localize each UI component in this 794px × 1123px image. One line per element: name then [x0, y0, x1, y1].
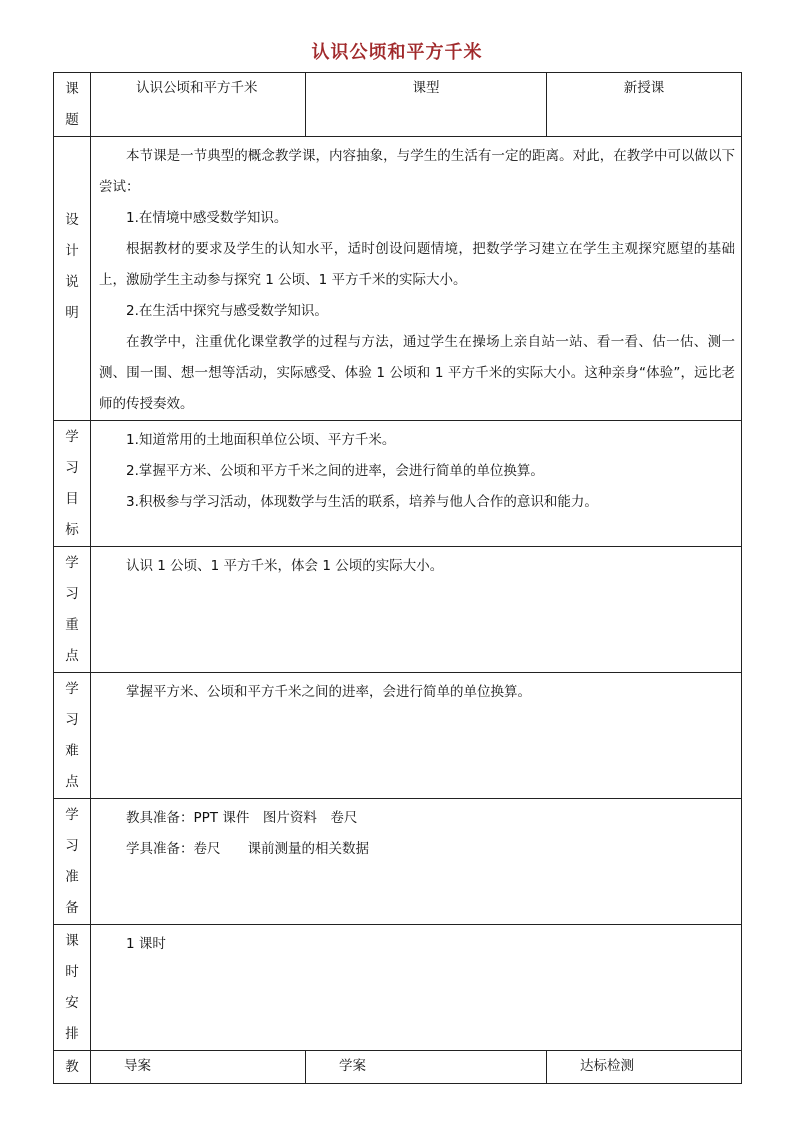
label-char: 标: [65, 522, 79, 538]
design-paragraph: 在教学中，注重优化课堂教学的过程与方法，通过学生在操场上亲自站一站、看一看、估一估、测一测、围一围、想一想等活动，实际感受、体验 1 公顷和 1 平方千米的实际大小。这种亲身“体验”，远比老师的传授奏效。: [99, 334, 735, 412]
key-points-content: [91, 547, 742, 673]
label-char: 题: [65, 112, 79, 128]
label-char: 点: [65, 648, 79, 664]
goal-item: 1.知道常用的土地面积单位公顷、平方千米。: [126, 432, 396, 448]
type-label: 课型: [306, 73, 547, 137]
goals-content: [91, 421, 742, 547]
teaching-label: [54, 1051, 91, 1084]
schedule-label: [54, 925, 91, 1051]
goals-row: [54, 421, 742, 547]
key-points-text: 认识 1 公顷、1 平方千米，体会 1 公顷的实际大小。: [126, 558, 444, 574]
study-plan-header: 学案: [306, 1051, 547, 1084]
label-char: 难: [65, 743, 79, 759]
label-char: 学: [65, 807, 79, 823]
label-char: 课: [65, 933, 79, 949]
teaching-row: [54, 1051, 742, 1084]
goal-item: 3.积极参与学习活动，体现数学与生活的联系，培养与他人合作的意识和能力。: [126, 494, 598, 510]
label-char: 时: [65, 964, 79, 980]
label-char: 计: [65, 243, 79, 259]
label-char: 重: [65, 617, 79, 633]
label-char: 说: [65, 274, 79, 290]
difficulties-text: 掌握平方米、公顷和平方千米之间的进率，会进行简单的单位换算。: [126, 684, 531, 700]
label-char: 教: [65, 1059, 79, 1075]
label-char: 安: [65, 995, 79, 1011]
schedule-content: [91, 925, 742, 1051]
label-char: 课: [65, 81, 79, 97]
preparation-row: [54, 799, 742, 925]
label-char: 目: [65, 491, 79, 507]
difficulties-row: [54, 673, 742, 799]
design-row: [54, 137, 742, 421]
label-char: 点: [65, 774, 79, 790]
goals-label: [54, 421, 91, 547]
header-row: [54, 73, 742, 137]
design-paragraph: 根据教材的要求及学生的认知水平，适时创设问题情境，把数学学习建立在学生主观探究愿望的基础上，激励学生主动参与探究 1 公顷、1 平方千米的实际大小。: [99, 241, 735, 288]
preparation-label: [54, 799, 91, 925]
label-char: 学: [65, 555, 79, 571]
design-content: [91, 137, 742, 421]
label-char: 学: [65, 681, 79, 697]
design-label: [54, 137, 91, 421]
goal-item: 2.掌握平方米、公顷和平方千米之间的进率，会进行简单的单位换算。: [126, 463, 544, 479]
design-paragraph: 本节课是一节典型的概念教学课，内容抽象，与学生的生活有一定的距离。对此，在教学中可以做以下尝试：: [99, 148, 735, 195]
topic-label: [54, 73, 91, 137]
design-paragraph: 1.在情境中感受数学知识。: [126, 210, 288, 226]
label-char: 设: [65, 212, 79, 228]
difficulties-label: [54, 673, 91, 799]
label-char: 习: [65, 460, 79, 476]
type-value: 新授课: [547, 73, 742, 137]
difficulties-content: [91, 673, 742, 799]
guide-plan-header: 导案: [91, 1051, 306, 1084]
schedule-row: [54, 925, 742, 1051]
label-char: 习: [65, 586, 79, 602]
document-title: 认识公顷和平方千米: [311, 42, 483, 63]
schedule-text: 1 课时: [126, 936, 166, 952]
label-char: 准: [65, 869, 79, 885]
label-char: 备: [65, 900, 79, 916]
label-char: 明: [65, 305, 79, 321]
topic-value: 认识公顷和平方千米: [91, 73, 306, 137]
key-points-label: [54, 547, 91, 673]
key-points-row: [54, 547, 742, 673]
preparation-content: [91, 799, 742, 925]
label-char: 习: [65, 712, 79, 728]
label-char: 习: [65, 838, 79, 854]
label-char: 学: [65, 429, 79, 445]
label-char: 排: [65, 1026, 79, 1042]
lesson-plan-table: [53, 72, 742, 1084]
preparation-item: 教具准备：PPT 课件 图片资料 卷尺: [126, 810, 358, 826]
preparation-item: 学具准备：卷尺 课前测量的相关数据: [126, 841, 369, 857]
assessment-header: 达标检测: [547, 1051, 742, 1084]
design-paragraph: 2.在生活中探究与感受数学知识。: [126, 303, 328, 319]
